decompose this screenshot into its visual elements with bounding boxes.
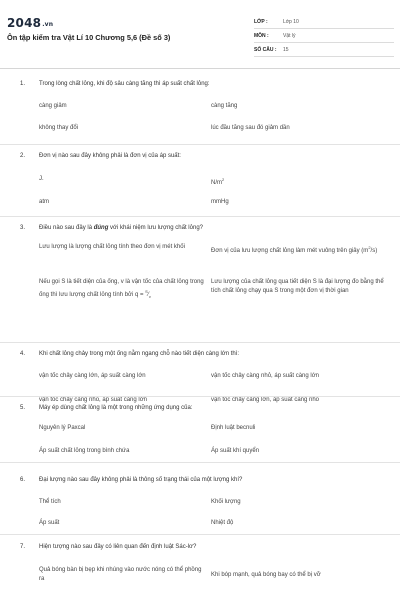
answer-option[interactable]: Lưu lượng của chất lỏng qua tiết diện S là đại lượng đo bằng thể tích chất lỏng chạy qua S trong một đơn vị thời gian (211, 279, 384, 294)
meta-row-count (254, 43, 394, 57)
answer-option[interactable]: Định luật becnuli (211, 425, 256, 431)
answer-option[interactable]: atm (39, 199, 50, 205)
question-text: 2. Đơn vị nào sau đây không phải là đơn vị của áp suất: (20, 153, 181, 159)
question-text: 3. Điều nào sau đây là đúng với khái niệm lưu lượng chất lỏng? (20, 225, 203, 231)
question-text: 4. Khi chất lỏng chảy trong một ống nằm ngang chỗ nào tiết diện càng lớn thì: (20, 351, 240, 357)
meta-label: LỚP : (254, 18, 268, 25)
answer-option[interactable]: Áp suất chất lỏng trong bình chứa (39, 448, 130, 454)
answer-option[interactable]: Đơn vị của lưu lượng chất lỏng làm mét vuông trên giây $(m^2/s)$ (211, 245, 378, 254)
answer-option[interactable]: J. (39, 176, 44, 182)
question-divider (0, 534, 400, 535)
answer-option[interactable]: vận tốc chảy càng nhỏ, áp suất càng lớn (39, 397, 148, 403)
question-text: 1. Trong lòng chất lỏng, khi độ sâu càng tăng thì áp suất chất lỏng: (20, 81, 210, 87)
answer-option[interactable]: không thay đổi (39, 125, 79, 131)
meta-row-class (254, 15, 394, 29)
question-divider (0, 144, 400, 145)
answer-option[interactable]: Lưu lượng là lượng chất lỏng tính theo đơn vị mét khối (39, 244, 185, 250)
answer-option[interactable]: Khi bóp mạnh, quả bóng bay có thể bị vỡ (211, 572, 321, 578)
brand-logo[interactable]: 2048.vn (7, 16, 54, 30)
answer-option[interactable]: vận tốc chảy càng lớn, áp suất càng lớn (39, 373, 146, 379)
answer-option[interactable]: Áp suất khí quyển (211, 448, 260, 454)
header-divider (0, 68, 400, 69)
answer-option[interactable]: càng tăng (211, 103, 238, 109)
question-divider (0, 396, 400, 397)
meta-value: 15 (283, 46, 289, 53)
answer-option[interactable]: càng giảm (39, 103, 67, 109)
answer-option[interactable]: vận tốc chảy càng nhỏ, áp suất càng lớn (211, 373, 320, 379)
answer-option[interactable]: Thể tích (39, 499, 61, 505)
answer-option[interactable]: $N/m^2$ (211, 177, 225, 186)
page-title: Ôn tập kiểm tra Vật Lí 10 Chương 5,6 (Đề số 3) (7, 33, 171, 42)
question-text: 7. Hiện tượng nào sau đây có liên quan đến định luật Sác-lơ? (20, 544, 197, 550)
question-divider (0, 342, 400, 343)
answer-option[interactable]: Khối lượng (211, 499, 241, 505)
meta-label: SỐ CÂU : (254, 46, 277, 53)
header (0, 0, 400, 66)
answer-option[interactable]: Quả bóng bàn bị bẹp khi nhúng vào nước nóng có thể phồng ra (39, 567, 202, 582)
meta-row-subject (254, 29, 394, 43)
answer-option[interactable]: Nếu gọi S là tiết diện của ống, v là vận tốc của chất lỏng trong ống thì lưu lượng chất lỏng tính bởi $q = ^S⁄_v$ (39, 279, 204, 300)
answer-option[interactable]: Nhiệt độ (211, 520, 234, 526)
meta-label: MÔN : (254, 32, 269, 39)
meta-value: Lớp 10 (283, 18, 299, 25)
question-divider (0, 462, 400, 463)
answer-option[interactable]: mmHg (211, 199, 229, 205)
emphasis-text: đúng (93, 225, 109, 231)
answer-option[interactable]: Nguyên lý Paxcal (39, 425, 86, 431)
answer-option[interactable]: vận tốc chảy càng lớn, áp suất càng nhỏ (211, 397, 320, 403)
question-text: 5. Máy ép dùng chất lỏng là một trong những ứng dụng của: (20, 405, 193, 411)
question-divider (0, 216, 400, 217)
exam-meta (254, 15, 394, 57)
question-text: 6. Đại lượng nào sau đây không phải là thông số trạng thái của một lượng khí? (20, 477, 243, 483)
answer-option[interactable]: lúc đầu tăng sau đó giảm dần (211, 125, 290, 131)
meta-value: Vật lý (283, 32, 296, 39)
answer-option[interactable]: Áp suất (39, 520, 60, 526)
